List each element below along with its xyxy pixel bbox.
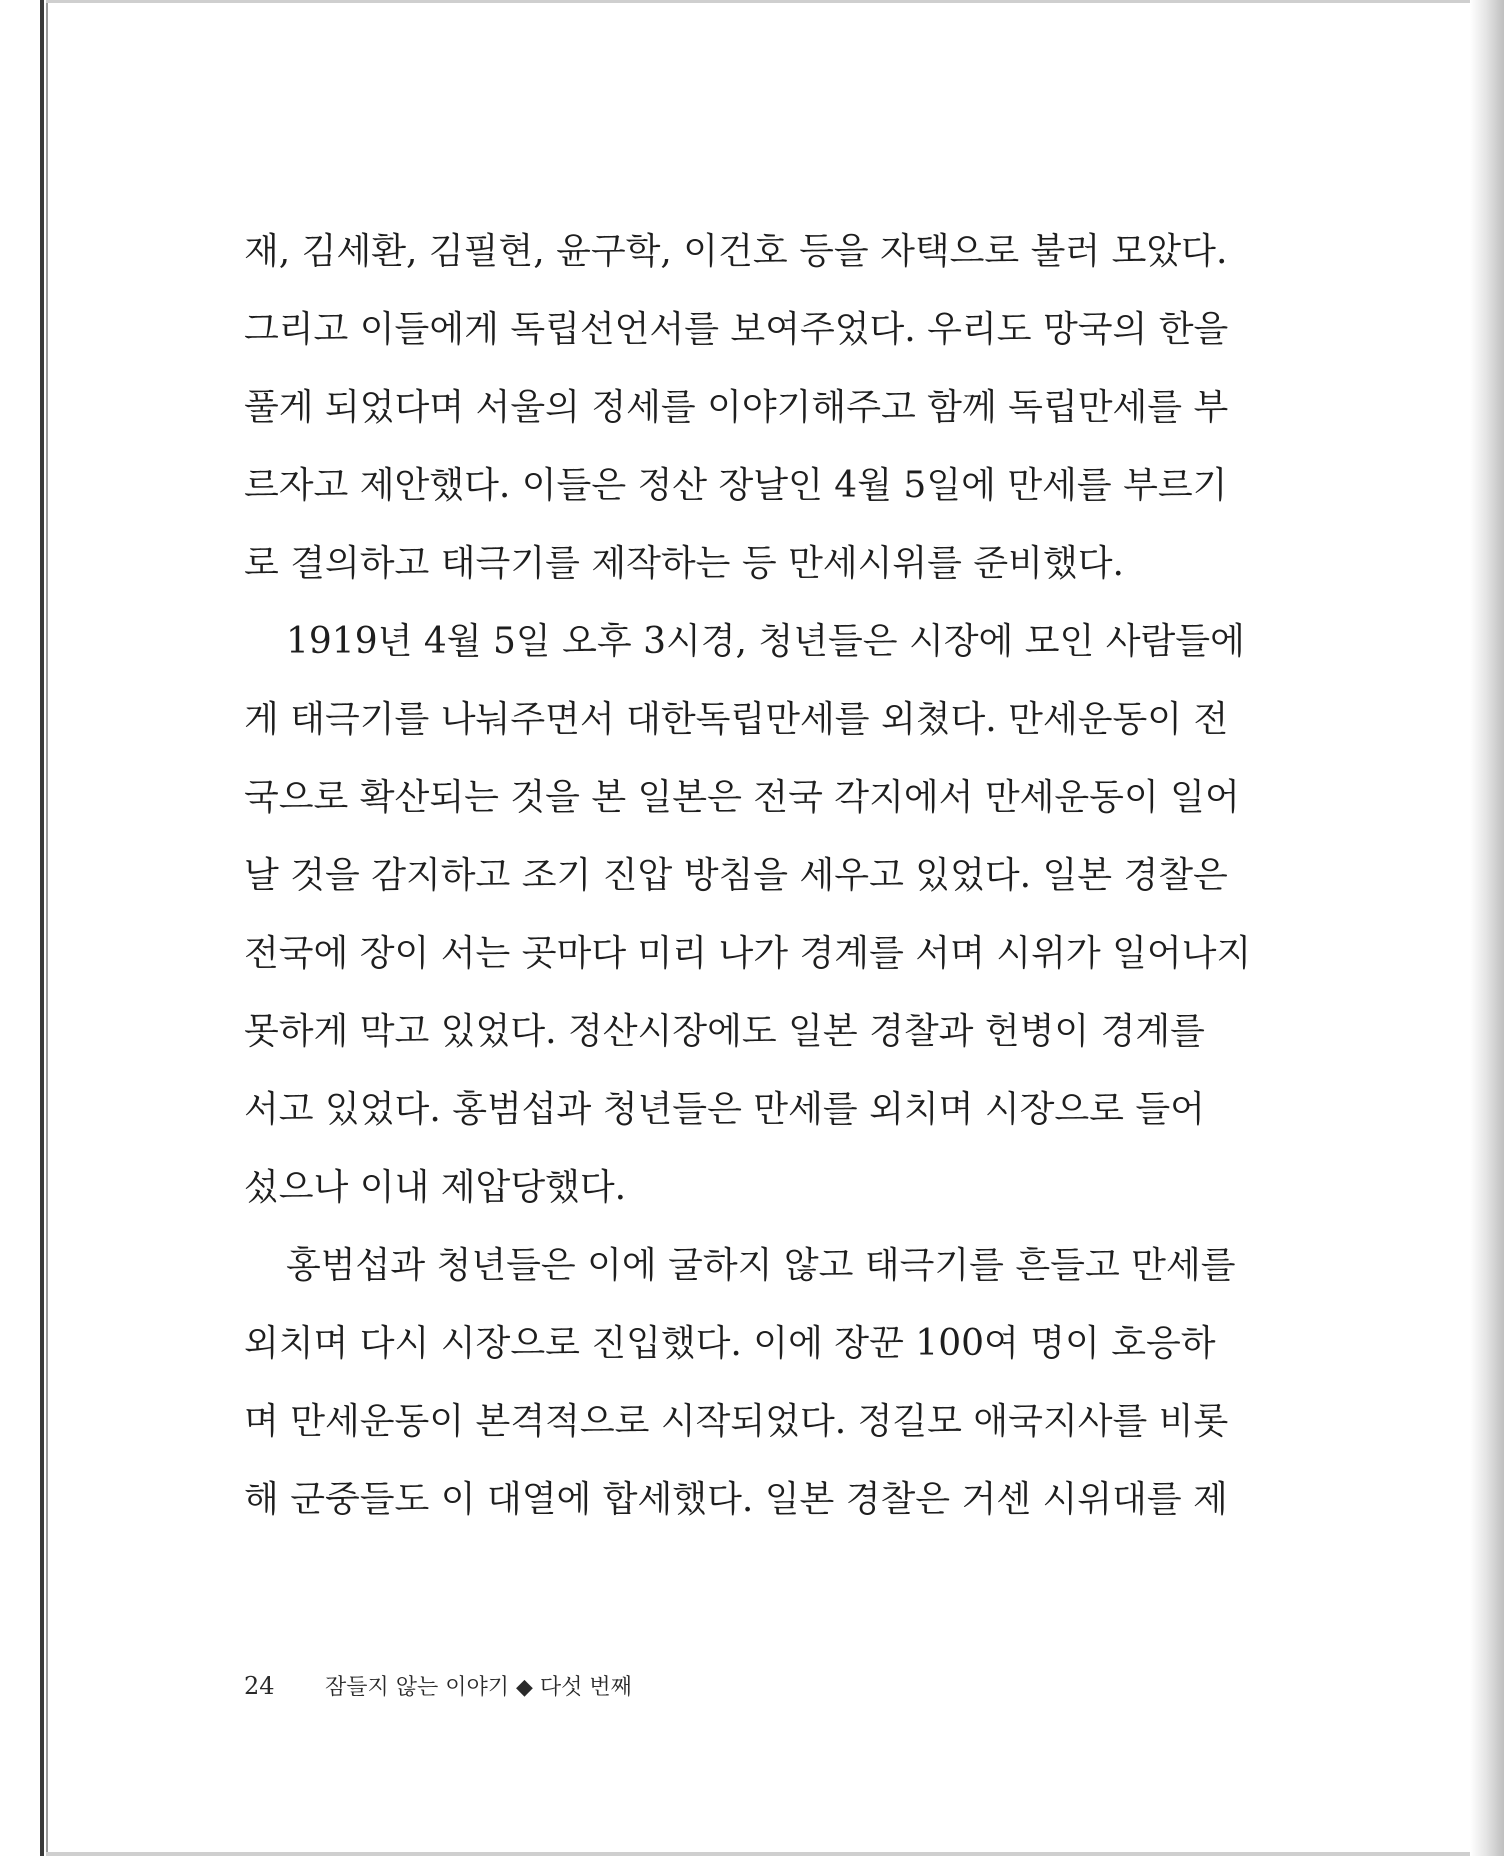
text-line: 게 태극기를 나눠주면서 대한독립만세를 외쳤다. 만세운동이 전 [244, 699, 1229, 740]
text-line: 로 결의하고 태극기를 제작하는 등 만세시위를 준비했다. [244, 543, 1124, 584]
binding-edge-inner [46, 0, 48, 1856]
text-line: 그리고 이들에게 독립선언서를 보여주었다. 우리도 망국의 한을 [244, 309, 1229, 350]
text-line: 전국에 장이 서는 곳마다 미리 나가 경계를 서며 시위가 일어나지 [244, 933, 1252, 974]
page-footer [244, 1670, 632, 1701]
page-top-edge [46, 0, 1470, 3]
page-margin-left [0, 0, 40, 1856]
text-line: 국으로 확산되는 것을 본 일본은 전국 각지에서 만세운동이 일어 [244, 777, 1240, 818]
text-line: 서고 있었다. 홍범섭과 청년들은 만세를 외치며 시장으로 들어 [244, 1089, 1205, 1130]
text-line-indented: 1919년 4월 5일 오후 3시경, 청년들은 시장에 모인 사람들에 [286, 621, 1245, 662]
text-line: 섰으나 이내 제압당했다. [244, 1167, 627, 1208]
text-line: 며 만세운동이 본격적으로 시작되었다. 정길모 애국지사를 비롯 [244, 1401, 1229, 1442]
text-line: 르자고 제안했다. 이들은 정산 장날인 4월 5일에 만세를 부르기 [244, 465, 1228, 506]
page-bottom-edge [46, 1852, 1470, 1856]
page-curl-shadow [1470, 0, 1504, 1856]
text-line: 외치며 다시 시장으로 진입했다. 이에 장꾼 100여 명이 호응하 [244, 1323, 1216, 1364]
text-line: 날 것을 감지하고 조기 진압 방침을 세우고 있었다. 일본 경찰은 [244, 855, 1228, 896]
text-line: 풀게 되었다며 서울의 정세를 이야기해주고 함께 독립만세를 부 [244, 387, 1229, 428]
page-number: 24 [244, 1672, 275, 1700]
text-line: 해 군중들도 이 대열에 합세했다. 일본 경찰은 거센 시위대를 제 [244, 1479, 1228, 1520]
text-line-indented: 홍범섭과 청년들은 이에 굴하지 않고 태극기를 흔들고 만세를 [286, 1245, 1236, 1286]
running-title: 잠들지 않는 이야기 ◆ 다섯 번째 [325, 1675, 632, 1700]
text-line: 재, 김세환, 김필현, 윤구학, 이건호 등을 자택으로 불러 모았다. [244, 231, 1228, 272]
text-line: 못하게 막고 있었다. 정산시장에도 일본 경찰과 헌병이 경계를 [244, 1011, 1205, 1052]
body-text [244, 222, 1252, 1548]
binding-edge [40, 0, 44, 1856]
